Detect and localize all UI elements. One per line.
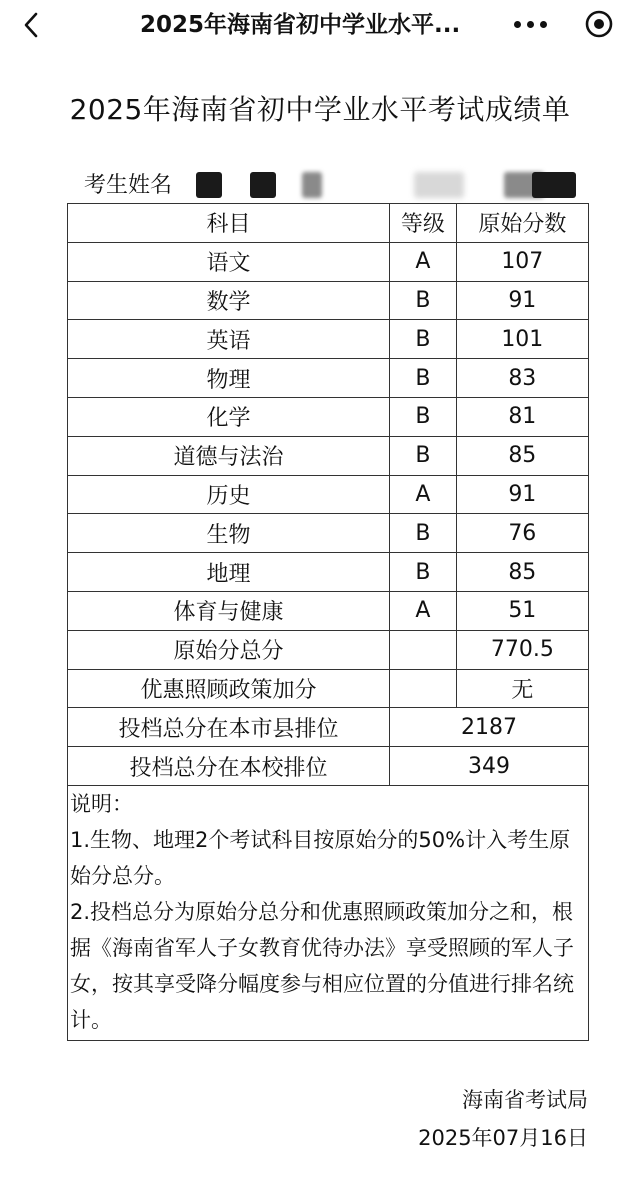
candidate-name-row <box>84 170 604 202</box>
empty-cell <box>390 669 457 708</box>
grade-cell: B <box>390 320 457 359</box>
header-score: 原始分数 <box>456 204 588 243</box>
subject-cell: 语文 <box>68 242 390 281</box>
score-cell: 85 <box>456 436 588 475</box>
table-row <box>68 359 589 398</box>
total-value: 770.5 <box>456 630 588 669</box>
subject-cell: 化学 <box>68 397 390 436</box>
subject-cell: 英语 <box>68 320 390 359</box>
grade-cell: A <box>390 591 457 630</box>
grade-cell: B <box>390 281 457 320</box>
subject-cell: 地理 <box>68 553 390 592</box>
notes-box <box>67 780 589 1041</box>
issue-date: 2025年07月16日 <box>418 1126 588 1150</box>
redaction-block <box>196 172 222 198</box>
bonus-value: 无 <box>456 669 588 708</box>
subject-cell: 生物 <box>68 514 390 553</box>
bonus-row <box>68 669 589 708</box>
table-row <box>68 553 589 592</box>
chevron-left-icon <box>18 10 46 40</box>
table-row <box>68 320 589 359</box>
nav-title: 2025年海南省初中学业水平... <box>140 12 461 38</box>
grade-cell: B <box>390 436 457 475</box>
city-rank-label: 投档总分在本市县排位 <box>68 708 390 747</box>
score-cell: 51 <box>456 591 588 630</box>
subject-cell: 体育与健康 <box>68 591 390 630</box>
document-title: 2025年海南省初中学业水平考试成绩单 <box>69 93 571 126</box>
top-nav-bar <box>0 0 640 50</box>
back-button[interactable] <box>18 10 46 40</box>
issuer-name: 海南省考试局 <box>462 1088 588 1112</box>
subject-cell: 道德与法治 <box>68 436 390 475</box>
table-row <box>68 591 589 630</box>
target-icon <box>584 9 614 39</box>
score-cell: 83 <box>456 359 588 398</box>
table-row <box>68 436 589 475</box>
city-rank-row <box>68 708 589 747</box>
score-cell: 85 <box>456 553 588 592</box>
score-cell: 101 <box>456 320 588 359</box>
grade-cell: B <box>390 553 457 592</box>
total-row <box>68 630 589 669</box>
score-cell: 107 <box>456 242 588 281</box>
school-rank-label: 投档总分在本校排位 <box>68 747 390 786</box>
name-label: 考生姓名 <box>84 173 173 198</box>
score-cell: 76 <box>456 514 588 553</box>
score-cell: 91 <box>456 475 588 514</box>
dot-icon <box>514 21 521 28</box>
dot-icon <box>540 21 547 28</box>
redaction-block <box>250 172 276 198</box>
more-options-button[interactable] <box>498 8 562 40</box>
header-subject: 科目 <box>68 204 390 243</box>
redaction-block <box>414 172 464 198</box>
redaction-block <box>302 172 322 198</box>
table-row <box>68 397 589 436</box>
table-row <box>68 475 589 514</box>
grade-cell: B <box>390 514 457 553</box>
note-2: 2.投档总分为原始分总分和优惠照顾政策加分之和，根据《海南省军人子女教育优待办法》享受照顾的军人子女，按其享受降分幅度参与相应位置的分值进行排名统计。 <box>70 900 574 1032</box>
table-row <box>68 281 589 320</box>
total-label: 原始分总分 <box>68 630 390 669</box>
score-cell: 91 <box>456 281 588 320</box>
grade-cell: B <box>390 359 457 398</box>
subject-cell: 历史 <box>68 475 390 514</box>
redaction-block <box>532 172 576 198</box>
table-row <box>68 514 589 553</box>
table-header-row <box>68 204 589 243</box>
bonus-label: 优惠照顾政策加分 <box>68 669 390 708</box>
notes-title: 说明： <box>70 792 133 816</box>
note-1: 1.生物、地理2个考试科目按原始分的50%计入考生原始分总分。 <box>70 828 571 888</box>
city-rank-value: 2187 <box>390 708 589 747</box>
grade-cell: B <box>390 397 457 436</box>
dot-icon <box>527 21 534 28</box>
grade-cell: A <box>390 242 457 281</box>
subject-cell: 物理 <box>68 359 390 398</box>
school-rank-value: 349 <box>390 747 589 786</box>
score-table <box>67 203 589 786</box>
grade-cell: A <box>390 475 457 514</box>
close-miniprogram-button[interactable] <box>584 9 614 39</box>
score-cell: 81 <box>456 397 588 436</box>
empty-cell <box>390 630 457 669</box>
header-grade: 等级 <box>390 204 457 243</box>
table-row <box>68 242 589 281</box>
subject-cell: 数学 <box>68 281 390 320</box>
